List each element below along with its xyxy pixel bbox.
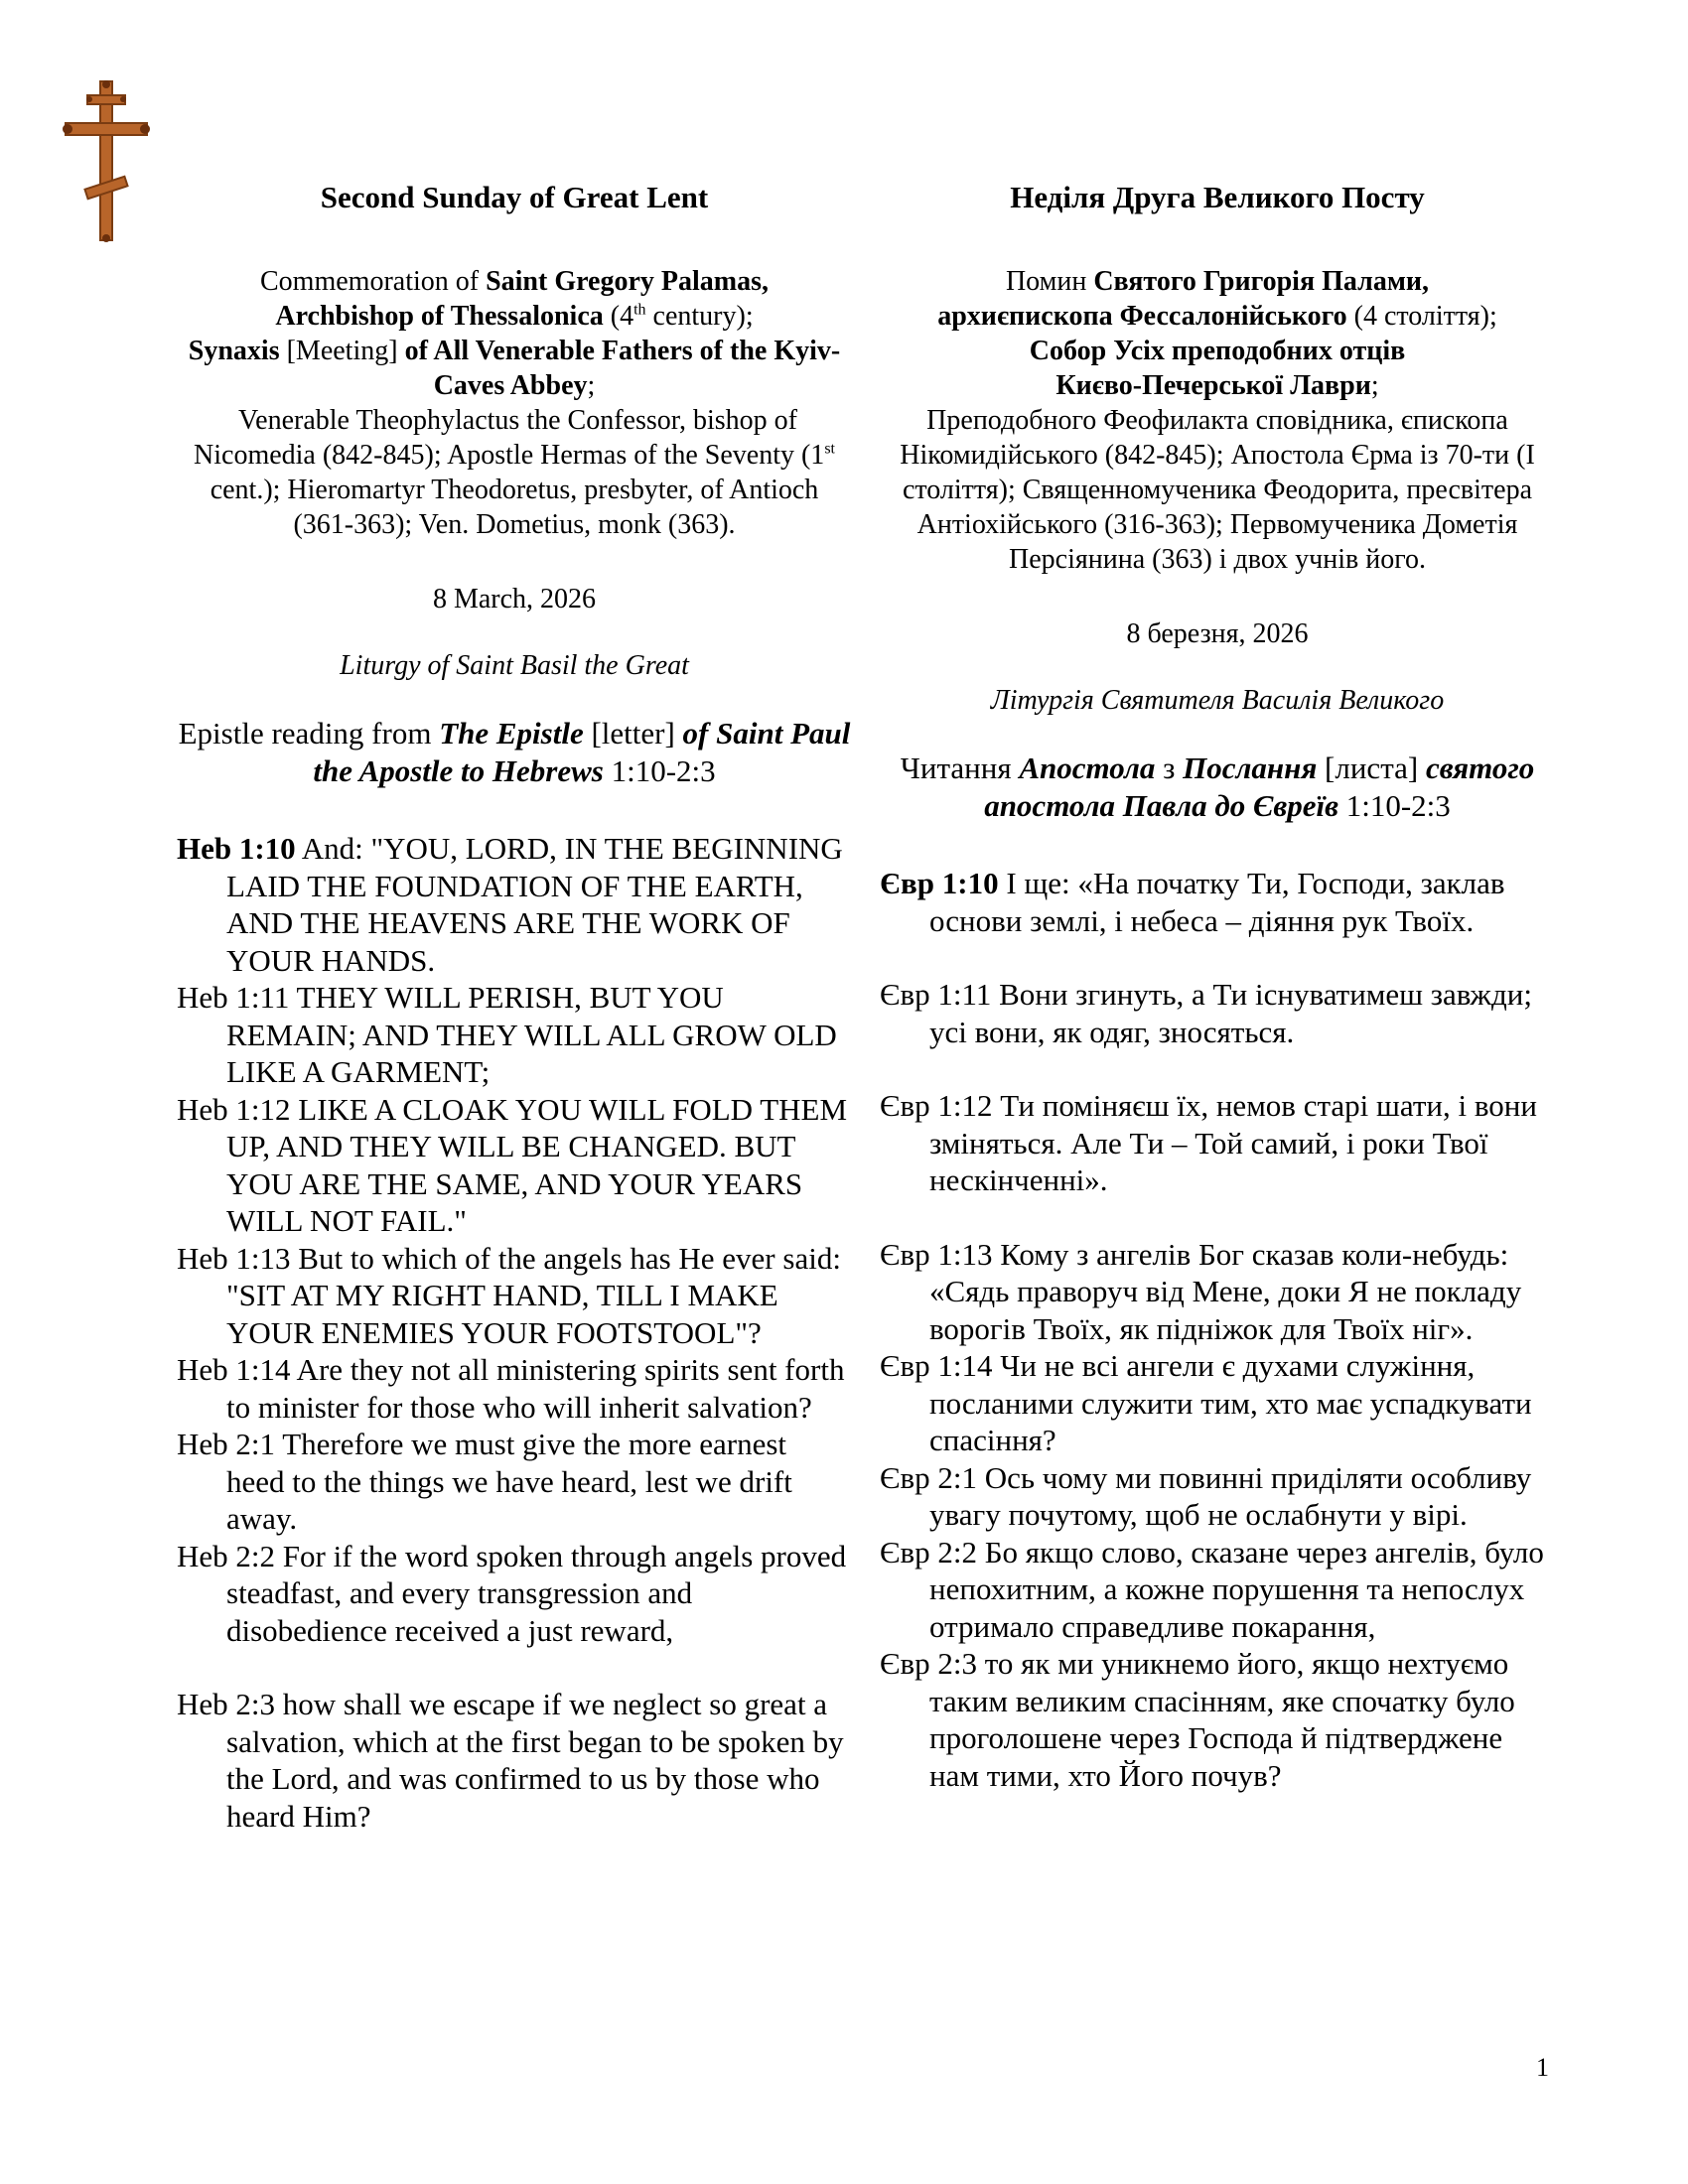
verse: Євр 2:1 Ось чому ми повинні приділяти особливу увагу почутому, щоб не ослабнути у вірі.: [880, 1459, 1532, 1532]
liturgy-ukrainian: Літургія Святителя Василія Великого: [990, 685, 1445, 716]
verse: Євр 1:10 І ще: «На початку Ти, Господи, заклав основи землі, і небеса – діяння рук Твоїх.: [880, 866, 1505, 938]
page-title-english: Second Sunday of Great Lent: [320, 180, 709, 214]
verse: Heb 1:14 Are they not all ministering spirits sent forth to minister for those who will inherit salvation?: [177, 1352, 845, 1425]
epistle-heading-ukrainian: Читання Апостола з Послання [листа] святого апостола Павла до Євреїв 1:10-2:3: [900, 751, 1535, 823]
orthodox-cross-icon: [62, 79, 151, 243]
verse: Євр 1:14 Чи не всі ангели є духами служіння, посланими служити тим, хто має успадкувати спасіння?: [880, 1348, 1532, 1457]
page-number: 1: [1536, 2053, 1549, 2082]
verse-list-ukrainian: [880, 865, 1555, 1794]
verse: Heb 2:1 Therefore we must give the more earnest heed to the things we have heard, lest we drift away.: [177, 1427, 792, 1536]
verse: Heb 1:13 But to which of the angels has He ever said: "SIT AT MY RIGHT HAND, TILL I MAKE YOUR ENEMIES YOUR FOOTSTOOL"?: [177, 1240, 841, 1350]
commemoration-ukrainian: Помин Святого Григорія Палами, архиєпископа Фессалонійського (4 століття); Собор Усіх преподобних отців Києво-Печерської Лаври; Преподобного Феофилакта сповідника, єпископа Нікомидійського (842-845); Апостола Єрма із 70-ти (І століття); Священномученика Феодорита, пресвітера Антіохійського (316-363); Первомученика Дометія Персіянина (363) і двох учнів його.: [900, 266, 1535, 575]
verse: Heb 1:11 THEY WILL PERISH, BUT YOU REMAIN; AND THEY WILL ALL GROW OLD LIKE A GARMENT;: [177, 980, 837, 1089]
epistle-heading-english: Epistle reading from The Epistle [letter] of Saint Paul the Apostle to Hebrews 1:10-2:3: [178, 716, 851, 788]
verse: Heb 2:3 how shall we escape if we neglect so great a salvation, which at the first began to be spoken by the Lord, and was confirmed to us by those who heard Him?: [177, 1687, 844, 1834]
verse: Heb 1:10 And: "YOU, LORD, IN THE BEGINNING LAID THE FOUNDATION OF THE EARTH, AND THE HEAVENS ARE THE WORK OF YOUR HANDS.: [177, 831, 843, 978]
verse: Євр 2:3 то як ми уникнемо його, якщо нехтуємо таким великим спасінням, яке спочатку було проголошене через Господа й підтверджене нам тими, хто Його почув?: [880, 1646, 1515, 1793]
verse: Євр 2:2 Бо якщо слово, сказане через ангелів, було непохитним, а кожне порушення та непослух отримало справедливе покарання,: [880, 1534, 1544, 1644]
verse-list-english: [177, 830, 852, 1835]
date-english: 8 March, 2026: [432, 584, 597, 614]
page-title-ukrainian: Неділя Друга Великого Посту: [1010, 180, 1425, 214]
verse: Євр 1:13 Кому з ангелів Бог сказав коли-небудь: «Сядь праворуч від Мене, доки Я не покладу ворогів Твоїх, як підніжок для Твоїх ніг».: [880, 1236, 1522, 1346]
verse: Євр 1:12 Ти поміняєш їх, немов старі шати, і вони зміняться. Але Ти – Той самий, і роки Твої нескінченні».: [880, 1088, 1537, 1197]
english-column: [177, 179, 852, 1835]
verse: Євр 1:11 Вони згинуть, а Ти існуватимеш завжди; усі вони, як одяг, зносяться.: [880, 977, 1532, 1049]
date-ukrainian: 8 березня, 2026: [1126, 618, 1309, 649]
ukrainian-column: [880, 179, 1555, 1794]
liturgy-english: Liturgy of Saint Basil the Great: [340, 650, 689, 681]
verse: Heb 1:12 LIKE A CLOAK YOU WILL FOLD THEM UP, AND THEY WILL BE CHANGED. BUT YOU ARE THE SAME, AND YOUR YEARS WILL NOT FAIL.": [177, 1091, 848, 1238]
commemoration-english: Commemoration of Saint Gregory Palamas, Archbishop of Thessalonica (4th century); Synaxis [Meeting] of All Venerable Fathers of the Kyiv-Caves Abbey; Venerable Theophylactus the Confessor, bishop of Nicomedia (842-845); Apostle Hermas of the Seventy (1st cent.); Hieromartyr Theodoretus, presbyter, of Antioch (361-363); Ven. Dometius, monk (363).: [188, 266, 841, 540]
verse: Heb 2:2 For if the word spoken through angels proved steadfast, and every transgression and disobedience received a just reward,: [177, 1538, 847, 1648]
